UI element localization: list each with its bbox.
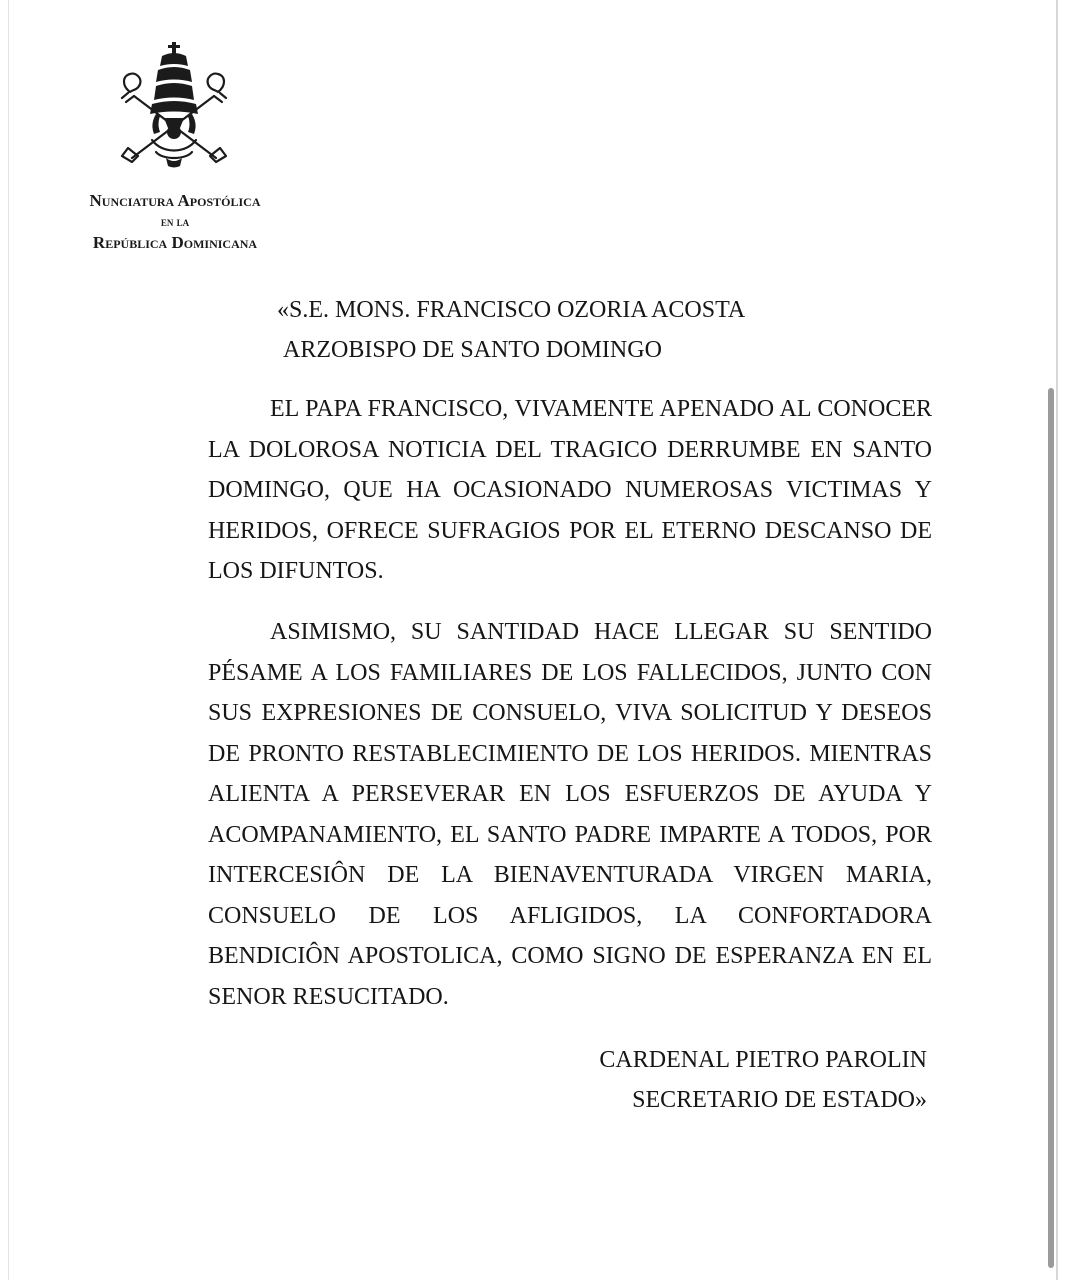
papal-coat-of-arms-icon bbox=[112, 40, 236, 170]
letterhead-line-2: en la bbox=[160, 214, 190, 229]
addressee-name: «S.E. MONS. FRANCISCO OZORIA ACOSTA bbox=[277, 297, 746, 323]
signatory-name: CARDENAL PIETRO PAROLIN bbox=[599, 1047, 927, 1073]
signature-block bbox=[599, 1040, 927, 1120]
addressee-title: ARZOBISPO DE SANTO DOMINGO bbox=[283, 337, 662, 363]
body-paragraph-1: EL PAPA FRANCISCO, VIVAMENTE APENADO AL CONOCER LA DOLOROSA NOTICIA DEL TRAGICO DERRUMBE EN SANTO DOMINGO, QUE HA OCASIONADO NUMEROSAS VICTIMAS Y HERIDOS, OFRECE SUFRAGIOS POR EL ETERNO DESCANSO DE LOS DIFUNTOS. bbox=[208, 396, 932, 584]
nunciature-letterhead bbox=[40, 190, 310, 253]
signatory-title: SECRETARIO DE ESTADO» bbox=[632, 1087, 927, 1113]
body-paragraph-2: ASIMISMO, SU SANTIDAD HACE LLEGAR SU SENTIDO PÉSAME A LOS FAMILIARES DE LOS FALLECIDOS, JUNTO CON SUS EXPRESIONES DE CONSUELO, VIVA SOLICITUD Y DESEOS DE PRONTO RESTABLECIMIENTO DE LOS HERIDOS. MIENTRAS ALIENTA A PERSEVERAR EN LOS ESFUERZOS DE AYUDA Y ACOMPANAMIENTO, EL SANTO PADRE IMPARTE A TODOS, POR INTERCESIÔN DE LA BIENAVENTURADA VIRGEN MARIA, CONSUELO DE LOS AFLIGIDOS, LA CONFORTADORA BENDICIÔN APOSTOLICA, COMO SIGNO DE ESPERANZA EN EL SENOR RESUCITADO. bbox=[208, 619, 932, 1010]
page-left-edge bbox=[8, 0, 9, 1280]
page-right-edge bbox=[1056, 0, 1058, 1280]
addressee-block bbox=[277, 290, 745, 370]
letterhead-line-1: Nunciatura Apostólica bbox=[89, 191, 261, 210]
scrollbar-thumb[interactable] bbox=[1048, 388, 1054, 1268]
letterhead-line-3: República Dominicana bbox=[92, 233, 258, 252]
